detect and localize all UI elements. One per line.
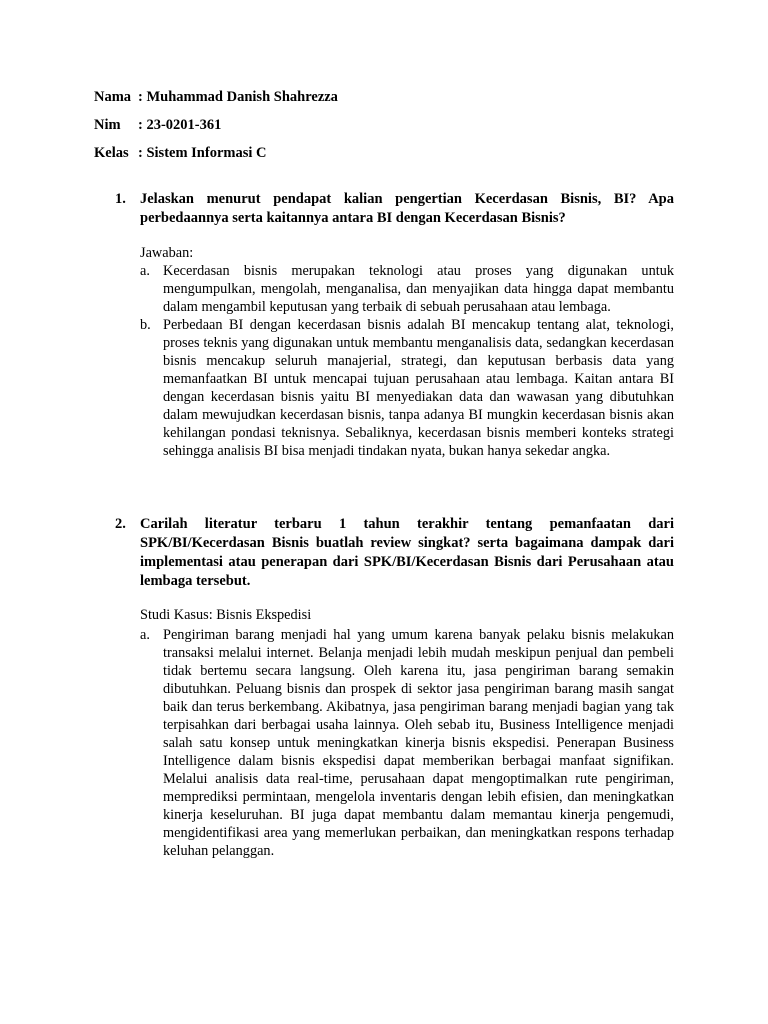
question-number: 1. <box>115 191 126 207</box>
student-name-row <box>94 88 338 106</box>
nim-value: : 23-0201-361 <box>138 117 222 133</box>
class-value: : Sistem Informasi C <box>138 145 267 161</box>
item-marker: a. <box>140 627 150 643</box>
case-study-heading: Studi Kasus: Bisnis Ekspedisi <box>140 607 312 623</box>
student-class-row <box>94 144 266 162</box>
item-text: Perbedaan BI dengan kecerdasan bisnis adalah BI mencakup tentang alat, teknologi, proses teknis yang digunakan untuk membantu menganalisis data, sedangkan kecerdasan bisnis mencakup seluruh manajerial, strategi, dan keputusan berbasis data yang memanfaatkan BI untuk mencapai tujuan perusahaan atau lembaga. Kaitan antara BI dengan kecerdasan bisnis yaitu BI menyediakan data dan wawasan yang dibutuhkan dalam mewujudkan kecerdasan bisnis, tanpa adanya BI mungkin kecerdasan bisnis akan kehilangan pondasi teknisnya. Sebaliknya, kecerdasan bisnis memberi konteks strategi sehingga analisis BI bisa menjadi tindakan nyata, bukan hanya sekedar angka. <box>163 317 674 459</box>
item-text: Pengiriman barang menjadi hal yang umum karena banyak pelaku bisnis melakukan transaksi melalui internet. Belanja menjadi lebih mudah meskipun penjual dan pembeli tidak bertemu secara langsung. Oleh karena itu, jasa pengiriman barang semakin dibutuhkan. Peluang bisnis dan prospek di sektor jasa pengiriman barang masih sangat baik dan terus berkembang. Akibatnya, jasa pengiriman barang menjadi bagian yang tak terpisahkan dari berbagai usaha lainnya. Oleh sebab itu, Business Intelligence menjadi salah satu konsep untuk meningkatkan kinerja bisnis ekspedisi. Penerapan Business Intelligence dalam bisnis ekspedisi dapat memberikan berbagai manfaat signifikan. Melalui analisis data real-time, perusahaan dapat mengoptimalkan rute pengiriman, memprediksi permintaan, mengelola inventaris dengan lebih efisien, dan meningkatkan kinerja keseluruhan. BI juga dapat membantu dalam memantau kinerja pengemudi, mengidentifikasi area yang memerlukan perbaikan, dan meningkatkan respons terhadap keluhan pelanggan. <box>163 627 674 859</box>
answer-heading: Jawaban: <box>140 245 194 261</box>
answer-list-2 <box>140 626 674 860</box>
name-value: : Muhammad Danish Shahrezza <box>138 89 338 105</box>
question-1 <box>115 190 674 228</box>
question-text: Jelaskan menurut pendapat kalian pengertian Kecerdasan Bisnis, BI? Apa perbedaannya serta kaitannya antara BI dengan Kecerdasan Bisnis? <box>140 191 674 226</box>
student-id-row <box>94 116 221 134</box>
item-text: Kecerdasan bisnis merupakan teknologi atau proses yang digunakan untuk mengumpulkan, mengolah, menganalisa, dan menyajikan data hingga dapat membantu dalam mengambil keputusan yang terbaik di sebuah perusahaan atau lembaga. <box>163 263 674 315</box>
answer-list-1 <box>140 262 674 460</box>
item-marker: b. <box>140 317 151 333</box>
question-text: Carilah literatur terbaru 1 tahun terakhir tentang pemanfaatan dari SPK/BI/Kecerdasan Bisnis buatlah review singkat? serta bagaimana dampak dari implementasi atau penerapan dari SPK/BI/Kecerdasan Bisnis dari Perusahaan atau lembaga tersebut. <box>140 516 674 589</box>
answer-item-b <box>140 316 674 460</box>
question-2 <box>115 515 674 591</box>
question-number: 2. <box>115 516 126 532</box>
answer-item-a <box>140 262 674 316</box>
nim-label: Nim <box>94 117 121 133</box>
name-label: Nama <box>94 89 132 105</box>
item-marker: a. <box>140 263 150 279</box>
class-label: Kelas <box>94 145 129 161</box>
answer-item-a <box>140 626 674 860</box>
